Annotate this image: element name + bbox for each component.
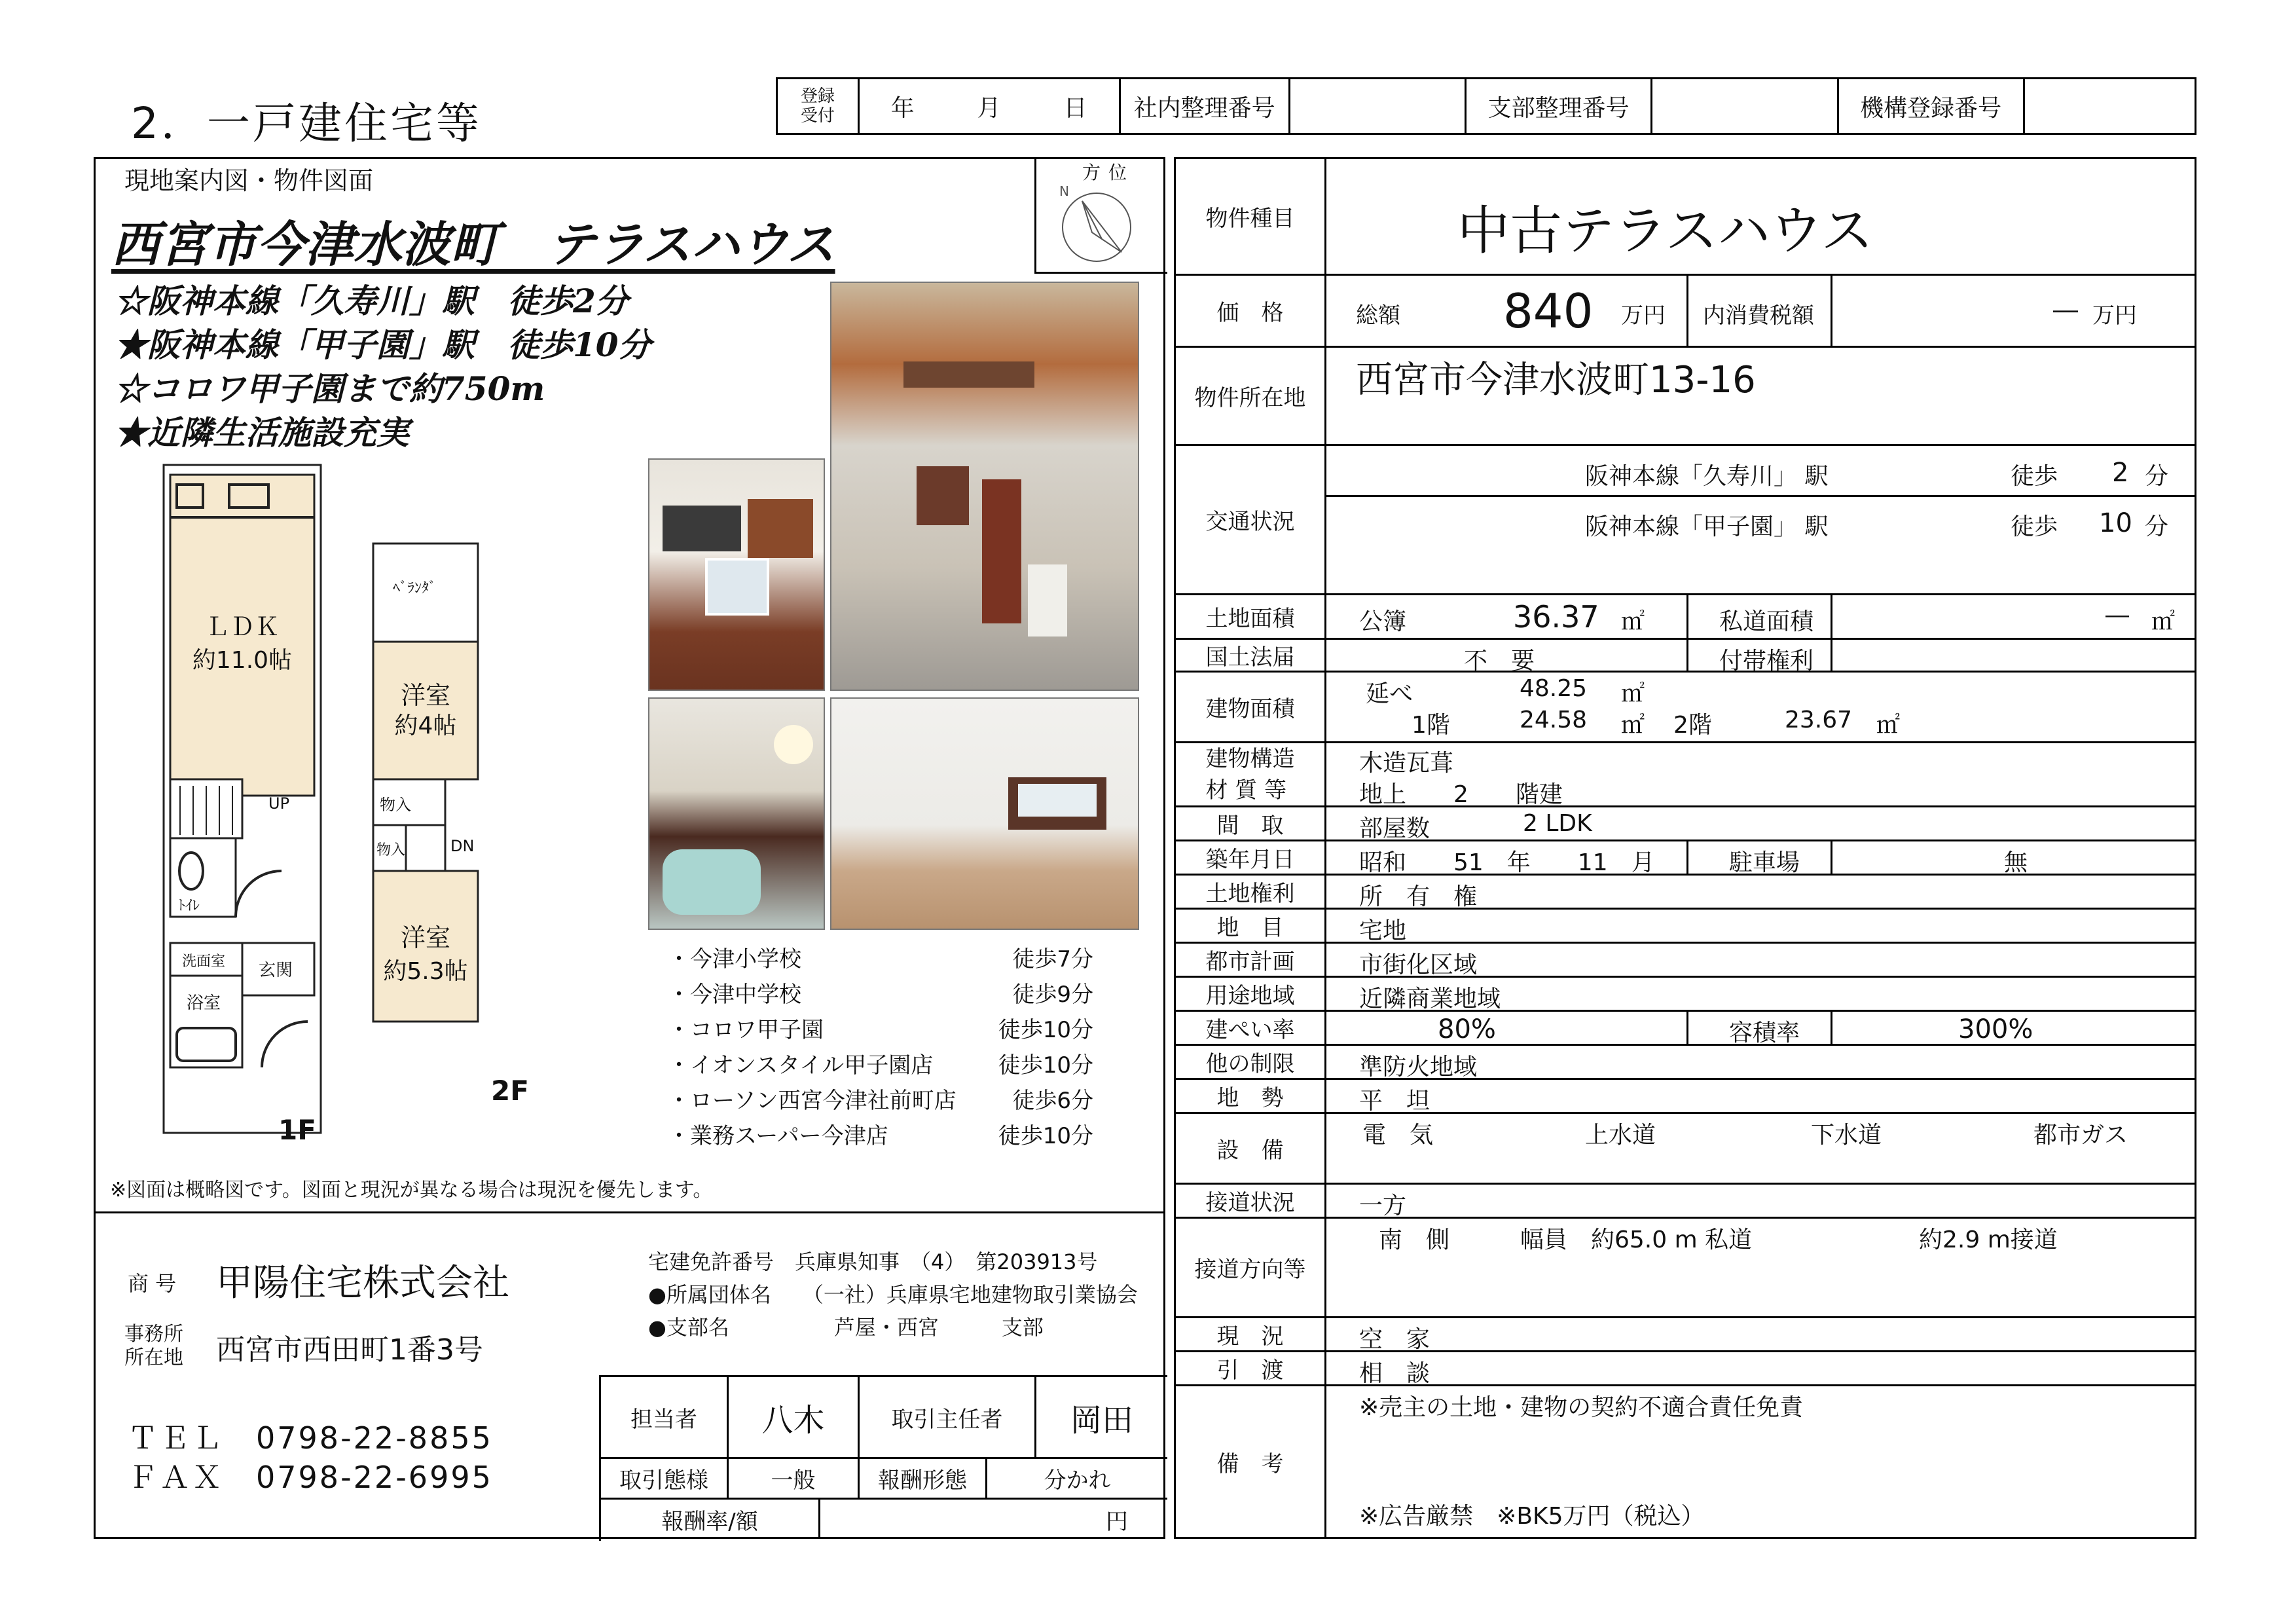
total-floor-label: 延べ <box>1366 680 1413 707</box>
photo-room <box>830 697 1139 930</box>
floor1-area-value: 24.58 <box>1520 707 1588 733</box>
bullet-1: ☆阪神本線「久寿川」駅 徒歩2分 <box>115 282 629 320</box>
private-road-value: ― <box>2105 602 2129 629</box>
floor2-label: 2F <box>491 1075 529 1107</box>
facility-sewer: 下水道 <box>1811 1122 1882 1149</box>
row-notification <box>1176 640 2195 673</box>
closet2-label: 物入 <box>376 842 406 858</box>
license-info <box>648 1246 1138 1344</box>
branch-name: ●支部名 芦屋・西宮 支部 <box>648 1315 1044 1340</box>
tax-value: ― <box>2053 295 2078 324</box>
zone-label: 用途地域 <box>1176 978 1326 1010</box>
zone-value: 近隣商業地域 <box>1359 986 1501 1012</box>
remark-1: ※売主の土地・建物の契約不適合責任免責 <box>1359 1394 1804 1421</box>
layout-label: 間 取 <box>1176 807 1326 840</box>
fee-value: 分かれ <box>987 1459 1167 1500</box>
walk2-unit: 分 <box>2145 513 2169 540</box>
road-width-value: 約2.9 m接道 <box>1919 1227 2058 1253</box>
document-title: 2．一戸建住宅等 <box>131 98 482 149</box>
nearby-item <box>668 1083 1093 1118</box>
total-label: 総額 <box>1356 303 1400 329</box>
land-unit: ㎡ <box>1621 608 1645 635</box>
road-label: 接道状況 <box>1176 1185 1326 1217</box>
land-kind: 公簿 <box>1359 608 1407 635</box>
row-structure <box>1176 743 2195 807</box>
deal-label: 取引態様 <box>601 1459 729 1500</box>
row-remarks <box>1176 1386 2195 1537</box>
floor2-area-value: 23.67 <box>1785 707 1853 733</box>
building-area-label: 建物面積 <box>1176 673 1326 741</box>
road-direction-label: 接道方向等 <box>1176 1219 1326 1316</box>
handover-value: 相 談 <box>1359 1360 1430 1387</box>
attached-right-label: 付帯権利 <box>1719 648 1814 674</box>
terrain-value: 平 坦 <box>1359 1088 1430 1115</box>
row-facility <box>1176 1114 2195 1185</box>
facility-water: 上水道 <box>1585 1122 1656 1149</box>
photo-kitchen <box>648 458 825 691</box>
traffic-label: 交通状況 <box>1176 446 1326 593</box>
floor1-label: 1F <box>278 1114 316 1146</box>
far-label: 容積率 <box>1729 1020 1800 1046</box>
price-unit: 万円 <box>1621 303 1666 329</box>
nearby-dist: 徒歩10分 <box>998 1123 1093 1149</box>
row-restriction <box>1176 1046 2195 1080</box>
price-label: 価 格 <box>1176 276 1326 346</box>
tax-label: 内消費税額 <box>1703 303 1814 329</box>
compass-north: N <box>1059 183 1069 199</box>
photo-exterior <box>830 282 1139 691</box>
left-divider <box>94 1211 1165 1213</box>
parking-value: 無 <box>2004 849 2028 876</box>
land-label: 土地面積 <box>1176 595 1326 638</box>
chief-name: 岡田 <box>1036 1377 1167 1459</box>
property-name: 西宮市今津水波町 テラスハウス <box>111 217 835 273</box>
floor2-area-label: 2階 <box>1673 712 1712 739</box>
walk1-label: 徒歩 <box>2011 463 2058 490</box>
row-zone <box>1176 978 2195 1012</box>
road-value: 一方 <box>1359 1192 1407 1219</box>
room2-size: 約5.3帖 <box>383 958 468 985</box>
veranda-label: ﾍﾞﾗﾝﾀﾞ <box>393 580 437 597</box>
company-fax: ＦＡＸ 0798-22-6995 <box>128 1460 493 1495</box>
nearby-name: ・今津小学校 <box>668 946 801 972</box>
row-land-category <box>1176 910 2195 944</box>
branch-number-label: 支部整理番号 <box>1467 79 1652 133</box>
spec-table <box>1174 157 2196 1539</box>
restriction-value: 準防火地域 <box>1359 1054 1478 1080</box>
notification-value: 不 要 <box>1464 648 1535 674</box>
private-road-label: 私道面積 <box>1719 608 1814 635</box>
terrain-label: 地 勢 <box>1176 1080 1326 1112</box>
year-label: 年 <box>890 94 915 122</box>
bullet-4: ★近隣生活施設充実 <box>115 413 409 452</box>
line2: 阪神本線「甲子園」 駅 <box>1585 513 1829 540</box>
room2-label: 洋室 <box>400 923 451 952</box>
rate-unit: 円 <box>1106 1508 1128 1535</box>
rooms-label: 部屋数 <box>1359 815 1430 842</box>
company-name-label: 商 号 <box>128 1271 177 1296</box>
nearby-dist: 徒歩10分 <box>998 1017 1093 1043</box>
row-layout <box>1176 807 2195 841</box>
tax-unit: 万円 <box>2092 303 2137 329</box>
notification-label: 国土法届 <box>1176 640 1326 671</box>
stairs-2f <box>406 825 445 871</box>
total-floor-unit: ㎡ <box>1621 680 1645 707</box>
association: ●所属団体名 （一社）兵庫県宅地建物取引業協会 <box>648 1282 1138 1307</box>
land-right-value: 所 有 権 <box>1359 883 1478 910</box>
row-built <box>1176 841 2195 876</box>
disclaimer: ※図面は概略図です。図面と現況が異なる場合は現況を優先します。 <box>110 1179 713 1202</box>
land-right-label: 土地権利 <box>1176 876 1326 908</box>
rate-label: 報酬率/額 <box>601 1500 820 1539</box>
line1: 阪神本線「久寿川」 駅 <box>1585 463 1829 490</box>
bath-label: 浴室 <box>187 993 221 1013</box>
status-value: 空 家 <box>1359 1326 1430 1353</box>
entrance-label: 玄関 <box>259 961 293 980</box>
facility-label: 設 備 <box>1176 1114 1326 1183</box>
compass-box <box>1034 157 1167 274</box>
coverage-divider <box>1686 1012 1688 1044</box>
coverage-value: 80% <box>1438 1014 1496 1044</box>
floor1-area-unit: ㎡ <box>1621 712 1645 739</box>
row-road <box>1176 1185 2195 1219</box>
photo-bathroom <box>648 697 825 930</box>
structure-value: 木造瓦葺 <box>1359 750 1454 777</box>
ldk-size: 約11.0帖 <box>192 647 293 674</box>
walk1-value: 2 <box>2112 458 2129 488</box>
bullet-3: ☆コロワ甲子園まで約750m <box>115 369 545 408</box>
nearby-name: ・イオンスタイル甲子園店 <box>668 1052 934 1079</box>
far-value: 300% <box>1958 1014 2033 1044</box>
row-land-right <box>1176 876 2195 910</box>
remarks-label: 備 考 <box>1176 1386 1326 1537</box>
built-divider <box>1686 841 1688 874</box>
month-label: 月 <box>977 94 1001 122</box>
floor2-area-unit: ㎡ <box>1876 712 1901 739</box>
private-divider <box>1831 595 1832 638</box>
structure-label: 建物構造 材 質 等 <box>1176 743 1326 805</box>
staff-name: 八木 <box>729 1377 860 1459</box>
row-city-plan <box>1176 944 2195 978</box>
land-category-value: 宅地 <box>1359 917 1407 944</box>
bath-room <box>170 976 242 1067</box>
company-address-label: 事務所 所在地 <box>124 1323 183 1369</box>
land-divider <box>1686 595 1688 638</box>
facility-electric: 電 気 <box>1362 1122 1434 1149</box>
washroom-label: 洗面室 <box>182 953 226 970</box>
bullet-2: ★阪神本線「甲子園」駅 徒歩10分 <box>115 325 651 364</box>
nearby-item <box>668 1048 1093 1083</box>
company-name: 甲陽住宅株式会社 <box>216 1262 509 1304</box>
company-number-field[interactable] <box>1290 79 1467 133</box>
tax-divider <box>1831 276 1832 346</box>
company-number-label: 社内整理番号 <box>1121 79 1290 133</box>
nearby-dist: 徒歩6分 <box>1012 1088 1093 1114</box>
row-road-direction <box>1176 1219 2195 1318</box>
license-number: 宅建免許番号 兵庫県知事 （4） 第203913号 <box>648 1249 1098 1274</box>
deal-value: 一般 <box>729 1459 860 1500</box>
compass-label: 方位 <box>1082 162 1135 183</box>
walk1-unit: 分 <box>2145 463 2169 490</box>
walk2-value: 10 <box>2099 508 2132 538</box>
price-value: 840 <box>1503 284 1594 339</box>
parking-label: 駐車場 <box>1729 849 1800 876</box>
nearby-dist: 徒歩9分 <box>1012 982 1093 1008</box>
row-land <box>1176 595 2195 640</box>
org-number-field[interactable] <box>2025 79 2195 133</box>
status-label: 現 況 <box>1176 1318 1326 1350</box>
address-value: 西宮市今津水波町13-16 <box>1356 359 1756 401</box>
nearby-facilities <box>668 942 1093 1154</box>
restriction-label: 他の制限 <box>1176 1046 1326 1078</box>
land-category-label: 地 目 <box>1176 910 1326 942</box>
nearby-name: ・今津中学校 <box>668 982 801 1008</box>
handover-label: 引 渡 <box>1176 1352 1326 1384</box>
type-label: 物件種目 <box>1176 159 1326 274</box>
room1-size: 約4帖 <box>394 712 457 739</box>
company-address: 西宮市西田町1番3号 <box>216 1333 483 1367</box>
private-road-unit: ㎡ <box>2151 608 2176 635</box>
dn-label: DN <box>450 837 475 855</box>
org-number-label: 機構登録番号 <box>1839 79 2025 133</box>
row-status <box>1176 1318 2195 1352</box>
stories-value: 地上 2 階建 <box>1359 781 1563 808</box>
built-value: 昭和 51 年 11 月 <box>1359 849 1655 876</box>
price-divider <box>1686 276 1688 346</box>
staff-label: 担当者 <box>601 1377 729 1459</box>
branch-number-field[interactable] <box>1652 79 1838 133</box>
attached-divider <box>1831 640 1832 671</box>
floor1-area-label: 1階 <box>1412 712 1450 739</box>
staff-table <box>599 1375 1167 1541</box>
total-floor-value: 48.25 <box>1520 675 1588 702</box>
row-address <box>1176 348 2195 446</box>
room1 <box>373 642 478 779</box>
fee-label: 報酬形態 <box>860 1459 987 1500</box>
room1-label: 洋室 <box>400 681 451 710</box>
type-value: 中古テラスハウス <box>1457 200 1874 261</box>
row-coverage <box>1176 1012 2195 1046</box>
chief-label: 取引主任者 <box>860 1377 1036 1459</box>
ldk-label: ＬＤＫ <box>204 612 280 641</box>
company-tel: ＴＥＬ 0798-22-8855 <box>128 1420 493 1456</box>
row-handover <box>1176 1352 2195 1386</box>
road-direction-value: 南 側 幅員 約65.0 m 私道 <box>1379 1227 1753 1253</box>
map-caption: 現地案内図・物件図面 <box>124 166 374 195</box>
up-label: UP <box>268 794 290 813</box>
row-traffic <box>1176 446 2195 595</box>
notif-divider <box>1686 640 1688 671</box>
row-price <box>1176 276 2195 348</box>
nearby-name: ・ローソン西宮今津社前町店 <box>668 1088 957 1114</box>
floor-plan <box>151 458 556 1153</box>
rooms-value: 2 LDK <box>1523 810 1592 837</box>
nearby-item <box>668 1118 1093 1154</box>
nearby-item <box>668 1012 1093 1048</box>
far-divider <box>1831 1012 1832 1044</box>
registration-bar <box>776 77 2196 135</box>
built-label: 築年月日 <box>1176 841 1326 874</box>
coverage-label: 建ぺい率 <box>1176 1012 1326 1044</box>
walk2-label: 徒歩 <box>2011 513 2058 540</box>
traffic-divider <box>1326 495 2195 497</box>
nearby-dist: 徒歩10分 <box>998 1052 1093 1079</box>
toilet-label: ﾄｲﾚ <box>178 898 200 914</box>
land-value: 36.37 <box>1513 599 1599 635</box>
nearby-name: ・コロワ甲子園 <box>668 1017 824 1043</box>
day-label: 日 <box>1063 94 1087 122</box>
registration-date <box>860 79 1121 133</box>
nearby-item <box>668 942 1093 977</box>
parking-divider <box>1831 841 1832 874</box>
city-plan-value: 市街化区域 <box>1359 951 1478 978</box>
row-type <box>1176 159 2195 276</box>
remark-2: ※広告厳禁 ※BK5万円（税込） <box>1359 1503 1705 1530</box>
facility-gas: 都市ガス <box>2033 1122 2128 1149</box>
address-label: 物件所在地 <box>1176 348 1326 444</box>
nearby-name: ・業務スーパー今津店 <box>668 1123 888 1149</box>
nearby-item <box>668 977 1093 1012</box>
nearby-dist: 徒歩7分 <box>1012 946 1093 972</box>
registration-label: 登録 受付 <box>778 79 860 133</box>
city-plan-label: 都市計画 <box>1176 944 1326 976</box>
row-building-area <box>1176 673 2195 743</box>
closet1-label: 物入 <box>380 796 411 814</box>
row-terrain <box>1176 1080 2195 1114</box>
